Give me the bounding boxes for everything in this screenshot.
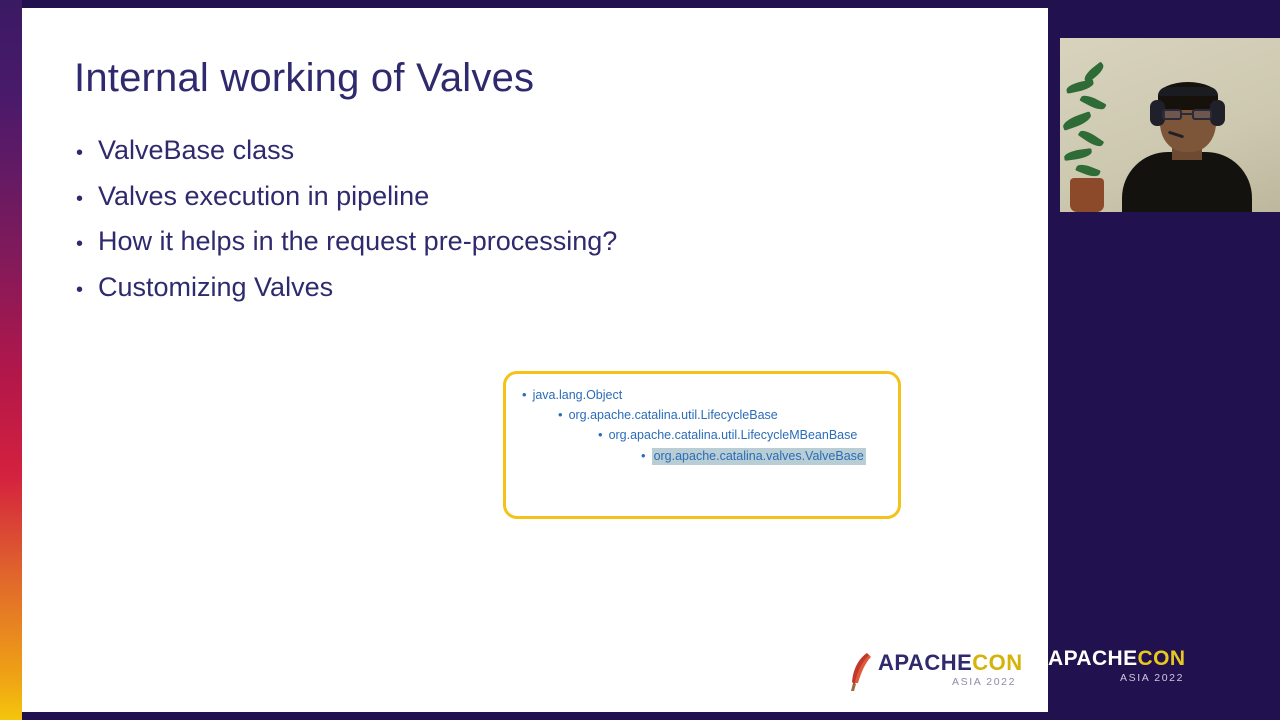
- glasses-right-lens-icon: [1192, 109, 1212, 120]
- bullet-list: [72, 133, 932, 315]
- apachecon-subtitle: ASIA 2022: [952, 676, 1017, 688]
- panel-apachecon-word-part2: CON: [1137, 647, 1186, 670]
- apachecon-word-part2: CON: [972, 650, 1023, 675]
- apachecon-logo: [848, 648, 1023, 696]
- slide-canvas: [22, 8, 1048, 712]
- bullet-label: ValveBase class: [98, 135, 295, 165]
- bullet-dot-icon: •: [558, 407, 563, 422]
- list-item: [72, 179, 932, 214]
- glasses-left-lens-icon: [1162, 109, 1182, 120]
- speaker-torso: [1122, 152, 1252, 212]
- tree-node: [516, 388, 886, 403]
- bullet-dot-icon: •: [76, 278, 84, 301]
- bullet-dot-icon: •: [76, 233, 84, 256]
- speaker-figure: [1122, 62, 1252, 212]
- headphone-cup-right-icon: [1210, 100, 1225, 126]
- tree-node-label: org.apache.catalina.util.LifecycleMBeanBase: [608, 428, 858, 442]
- plant-decoration: [1062, 64, 1114, 212]
- list-item: [72, 224, 932, 259]
- class-hierarchy-tree: [506, 374, 898, 465]
- bullet-dot-icon: •: [598, 427, 603, 442]
- bullet-dot-icon: •: [76, 187, 84, 210]
- plant-pot: [1070, 178, 1104, 212]
- panel-apachecon-wordmark: [1048, 648, 1185, 669]
- page-title: Internal working of Valves: [74, 56, 535, 100]
- panel-apachecon-logo: [1048, 648, 1218, 690]
- tree-node: [516, 448, 886, 465]
- tree-node-label: org.apache.catalina.util.LifecycleBase: [568, 408, 778, 422]
- tree-node: [516, 408, 886, 423]
- left-gradient-strip: [0, 0, 22, 720]
- list-item: [72, 133, 932, 168]
- bullet-label: How it helps in the request pre-processing?: [98, 226, 618, 257]
- panel-apachecon-subtitle: ASIA 2022: [1120, 672, 1185, 684]
- bullet-dot-icon: •: [641, 448, 646, 463]
- bullet-dot-icon: •: [522, 387, 527, 402]
- apache-feather-icon: [848, 652, 874, 692]
- panel-apachecon-word-part1: APACHE: [1048, 647, 1138, 670]
- tree-node-label-selected: org.apache.catalina.valves.ValveBase: [653, 449, 864, 463]
- list-item: [72, 270, 932, 305]
- glasses-bridge-icon: [1182, 113, 1192, 115]
- bullet-label: Valves execution in pipeline: [98, 180, 430, 211]
- bullet-dot-icon: •: [76, 142, 84, 164]
- tree-node-label: java.lang.Object: [532, 388, 623, 402]
- apachecon-word-part1: APACHE: [878, 650, 973, 675]
- apachecon-wordmark: [878, 652, 1023, 674]
- bullet-label: Customizing Valves: [98, 271, 334, 302]
- headphone-band-icon: [1158, 87, 1218, 96]
- tree-node: [516, 428, 886, 443]
- class-hierarchy-callout: [503, 371, 901, 519]
- speaker-webcam-feed[interactable]: [1060, 38, 1280, 212]
